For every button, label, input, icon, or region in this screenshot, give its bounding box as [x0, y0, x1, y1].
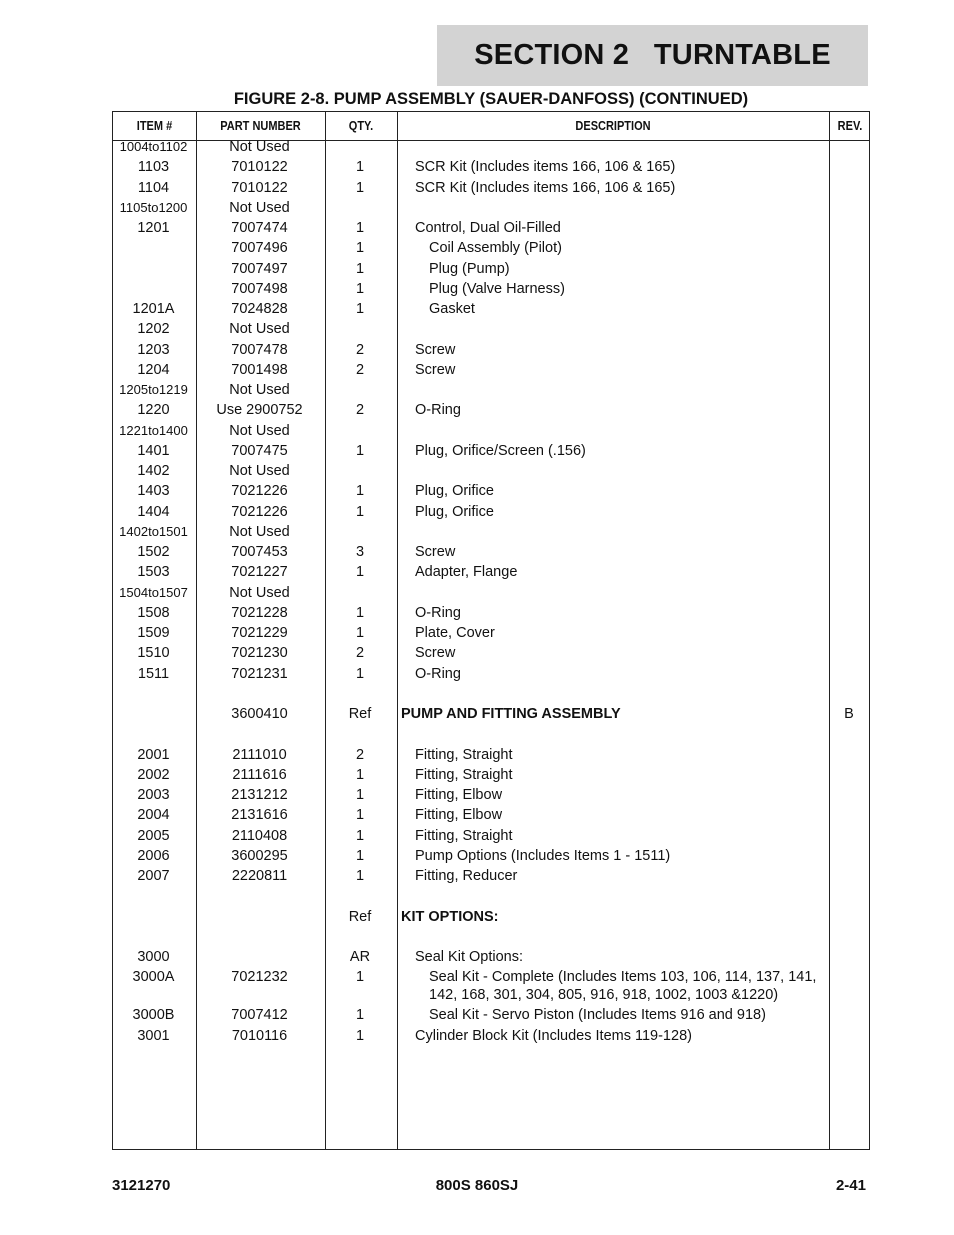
- cell-qty: 2: [355, 341, 365, 358]
- cell-item: 1220: [137, 402, 170, 419]
- cell-item: 2001: [137, 746, 170, 763]
- table-row: [112, 259, 870, 279]
- footer-page-number: 2-41: [835, 1177, 866, 1194]
- table-row: [112, 542, 870, 562]
- cell-description: Seal Kit - Servo Piston (Includes Items 916 and 918): [429, 1007, 766, 1024]
- cell-item: 1404: [137, 503, 170, 520]
- cell-qty: 1: [355, 604, 365, 621]
- cell-item: 1201A: [132, 301, 175, 317]
- cell-item: 1504to1507: [119, 584, 188, 600]
- table-row: [112, 886, 870, 906]
- cell-item: 2004: [137, 807, 170, 824]
- table-row: [112, 724, 870, 744]
- table-row: [112, 1005, 870, 1025]
- table-row: [112, 562, 870, 582]
- cell-qty: 2: [355, 361, 365, 378]
- cell-qty: 1: [355, 1007, 365, 1024]
- table-row: [112, 947, 870, 967]
- cell-description: O-Ring: [415, 402, 461, 419]
- cell-part-number: Not Used: [229, 523, 290, 540]
- cell-item: 1509: [137, 625, 170, 641]
- cell-part-number: 7021231: [231, 665, 288, 682]
- cell-part-number: 7021226: [231, 483, 288, 500]
- cell-item: 1104: [137, 179, 170, 196]
- cell-item: 1004to1102: [119, 139, 188, 154]
- cell-description: Fitting, Elbow: [415, 807, 503, 824]
- table-row: [112, 866, 870, 886]
- column-header-item: ITEM #: [136, 119, 173, 133]
- cell-item: 2002: [137, 766, 170, 783]
- cell-part-number: 2111616: [232, 766, 287, 783]
- cell-description: Gasket: [429, 301, 475, 317]
- table-row: [112, 319, 870, 339]
- cell-item: 1510: [137, 645, 170, 662]
- cell-description: Fitting, Straight: [415, 766, 513, 783]
- section-header: [437, 25, 868, 86]
- cell-part-number: 7021228: [231, 604, 288, 621]
- cell-qty: 1: [355, 301, 365, 317]
- table-row: [112, 441, 870, 461]
- cell-item: 1202: [137, 321, 170, 338]
- table-row: [112, 137, 870, 157]
- cell-qty: 1: [355, 564, 365, 581]
- cell-qty: 3: [355, 544, 365, 560]
- cell-part-number: 7021226: [231, 503, 288, 520]
- cell-item: 2007: [137, 868, 170, 884]
- cell-part-number: 7007453: [231, 544, 288, 560]
- cell-item: 1508: [137, 604, 170, 621]
- cell-item: 1403: [137, 483, 170, 500]
- table-body: [112, 137, 870, 1046]
- table-row: [112, 461, 870, 481]
- table-row: [112, 502, 870, 522]
- table-row: [112, 522, 870, 542]
- cell-part-number: 7021232: [231, 969, 288, 986]
- cell-part-number: Use 2900752: [216, 402, 303, 419]
- cell-item: 1103: [137, 159, 170, 176]
- table-row: [112, 603, 870, 623]
- table-row: [112, 299, 870, 319]
- cell-part-number: Not Used: [229, 422, 290, 439]
- cell-part-number: 7007412: [231, 1007, 288, 1024]
- cell-part-number: 7021229: [231, 625, 288, 641]
- cell-description: Plug, Orifice: [415, 483, 494, 500]
- cell-item: 2003: [137, 787, 170, 803]
- cell-rev: B: [844, 706, 854, 722]
- cell-item: 1203: [137, 341, 170, 358]
- column-header-part-number: PART NUMBER: [220, 119, 301, 133]
- table-row: [112, 745, 870, 765]
- cell-part-number: 7021227: [231, 564, 288, 581]
- cell-description: SCR Kit (Includes items 166, 106 & 165): [415, 179, 676, 196]
- cell-description: Fitting, Elbow: [415, 787, 503, 803]
- cell-item: 2006: [137, 847, 170, 864]
- cell-description: Pump Options (Includes Items 1 - 1511): [415, 847, 671, 864]
- cell-qty: 1: [355, 868, 365, 884]
- column-header-description: DESCRIPTION: [575, 119, 651, 133]
- cell-description: KIT OPTIONS:: [401, 908, 499, 925]
- cell-qty: 2: [355, 746, 365, 763]
- table-row: [112, 583, 870, 603]
- cell-qty: 1: [355, 1027, 365, 1044]
- cell-description: Plug (Pump): [429, 260, 510, 277]
- cell-description: Control, Dual Oil-Filled: [415, 220, 561, 236]
- cell-description: PUMP AND FITTING ASSEMBLY: [401, 706, 621, 722]
- cell-qty: 2: [355, 645, 365, 662]
- cell-description: Screw: [415, 361, 456, 378]
- cell-qty: 1: [355, 483, 365, 500]
- table-row: [112, 927, 870, 947]
- cell-item: 1402to1501: [119, 523, 188, 539]
- cell-qty: 1: [355, 220, 365, 236]
- cell-part-number: 7007475: [231, 442, 288, 459]
- cell-item: 1401: [137, 442, 170, 459]
- cell-part-number: Not Used: [229, 199, 290, 216]
- cell-part-number: Not Used: [229, 382, 290, 398]
- table-row: [112, 907, 870, 927]
- cell-part-number: 7021230: [231, 645, 288, 662]
- table-row: [112, 805, 870, 825]
- cell-part-number: 7007478: [231, 341, 288, 358]
- cell-part-number: Not Used: [229, 463, 290, 479]
- table-row: [112, 765, 870, 785]
- cell-qty: AR: [349, 949, 371, 965]
- cell-item: 1204: [137, 361, 170, 378]
- cell-part-number: Not Used: [229, 321, 290, 338]
- column-header-qty: QTY.: [348, 119, 374, 133]
- cell-part-number: 7024828: [231, 301, 288, 317]
- table-row: [112, 481, 870, 501]
- table-row: [112, 643, 870, 663]
- table-row: [112, 1026, 870, 1046]
- cell-part-number: 7007497: [231, 260, 288, 277]
- cell-description: Seal Kit Options:: [415, 949, 523, 965]
- cell-item: 1402: [137, 463, 170, 479]
- cell-item: 1503: [137, 564, 170, 581]
- table-row: [112, 846, 870, 866]
- cell-part-number: 3600295: [231, 847, 288, 864]
- cell-qty: 1: [355, 807, 365, 824]
- cell-part-number: Not Used: [229, 584, 290, 601]
- table-row: [112, 238, 870, 258]
- table-row: [112, 704, 870, 724]
- cell-qty: Ref: [348, 908, 372, 925]
- cell-qty: 1: [355, 442, 365, 459]
- cell-part-number: 2220811: [231, 868, 288, 884]
- cell-item: 3000B: [132, 1007, 175, 1024]
- cell-description: Adapter, Flange: [415, 564, 518, 581]
- cell-qty: 1: [355, 503, 365, 520]
- cell-qty: 1: [355, 625, 365, 641]
- cell-description: O-Ring: [415, 665, 461, 682]
- cell-part-number: 7010116: [231, 1027, 288, 1044]
- cell-qty: 1: [355, 280, 365, 297]
- cell-part-number: 7010122: [231, 179, 288, 196]
- cell-description: Plug (Valve Harness): [429, 280, 565, 297]
- cell-part-number: 2111010: [232, 746, 287, 763]
- table-row: [112, 785, 870, 805]
- table-row: [112, 967, 870, 1005]
- cell-description: SCR Kit (Includes items 166, 106 & 165): [415, 159, 676, 176]
- cell-qty: 1: [355, 969, 365, 986]
- cell-qty: 1: [355, 159, 365, 176]
- cell-item: 1502: [137, 544, 170, 560]
- footer-model: 800S 860SJ: [435, 1177, 519, 1194]
- footer-document-number: 3121270: [112, 1177, 171, 1194]
- cell-qty: Ref: [348, 706, 372, 722]
- cell-item: 3001: [137, 1027, 170, 1044]
- cell-description: Coil Assembly (Pilot): [429, 240, 562, 257]
- cell-item: 3000: [137, 949, 170, 965]
- cell-description: Cylinder Block Kit (Includes Items 119-128): [415, 1027, 692, 1044]
- cell-description: Fitting, Straight: [415, 827, 513, 844]
- table-row: [112, 826, 870, 846]
- cell-item: 1201: [137, 220, 170, 236]
- cell-part-number: 3600410: [231, 706, 288, 722]
- cell-qty: 2: [355, 402, 365, 419]
- cell-description: Plug, Orifice/Screen (.156): [415, 442, 586, 459]
- cell-description: Plate, Cover: [415, 625, 495, 641]
- cell-part-number: 7007498: [231, 280, 288, 297]
- cell-description: Screw: [415, 544, 456, 560]
- cell-part-number: 2131616: [231, 807, 288, 824]
- cell-qty: 1: [355, 665, 365, 682]
- cell-part-number: 7001498: [231, 361, 288, 378]
- cell-item: 2005: [137, 827, 170, 844]
- cell-description: Screw: [415, 645, 456, 662]
- cell-description: Fitting, Straight: [415, 746, 513, 763]
- cell-part-number: Not Used: [229, 139, 290, 155]
- table-row: [112, 218, 870, 238]
- cell-part-number: 7007474: [231, 220, 288, 236]
- table-row: [112, 664, 870, 684]
- cell-qty: 1: [355, 847, 365, 864]
- table-row: [112, 340, 870, 360]
- cell-item: 3000A: [132, 969, 175, 986]
- cell-qty: 1: [355, 827, 365, 844]
- table-row: [112, 157, 870, 177]
- cell-description: Fitting, Reducer: [415, 868, 518, 884]
- cell-item: 1205to1219: [119, 382, 188, 397]
- table-row: [112, 421, 870, 441]
- cell-item: 1511: [137, 665, 170, 682]
- cell-item: 1221to1400: [119, 422, 188, 438]
- table-row: [112, 684, 870, 704]
- figure-title: FIGURE 2-8. PUMP ASSEMBLY (SAUER-DANFOSS) (CONTINUED): [233, 90, 749, 108]
- cell-description: Seal Kit - Complete (Includes Items 103, 106, 114, 137, 141, 142, 168, 301, 304, 805, 916, 918, 1002, 1003 &1220): [429, 969, 817, 1004]
- cell-item: 1105to1200: [119, 199, 188, 215]
- table-row: [112, 279, 870, 299]
- cell-qty: 1: [355, 787, 365, 803]
- cell-qty: 1: [355, 240, 365, 257]
- table-row: [112, 400, 870, 420]
- cell-qty: 1: [355, 260, 365, 277]
- cell-part-number: 2131212: [231, 787, 288, 803]
- table-row: [112, 380, 870, 400]
- cell-part-number: 7007496: [231, 240, 288, 257]
- section-title: SECTION 2 TURNTABLE: [474, 39, 831, 71]
- cell-part-number: 2110408: [231, 827, 288, 844]
- table-row: [112, 360, 870, 380]
- cell-part-number: 7010122: [231, 159, 288, 176]
- cell-qty: 1: [355, 179, 365, 196]
- column-header-rev: REV.: [837, 119, 863, 133]
- table-row: [112, 623, 870, 643]
- table-row: [112, 178, 870, 198]
- cell-description: Screw: [415, 341, 456, 358]
- table-row: [112, 198, 870, 218]
- cell-description: O-Ring: [415, 604, 461, 621]
- cell-qty: 1: [355, 766, 365, 783]
- cell-description: Plug, Orifice: [415, 503, 494, 520]
